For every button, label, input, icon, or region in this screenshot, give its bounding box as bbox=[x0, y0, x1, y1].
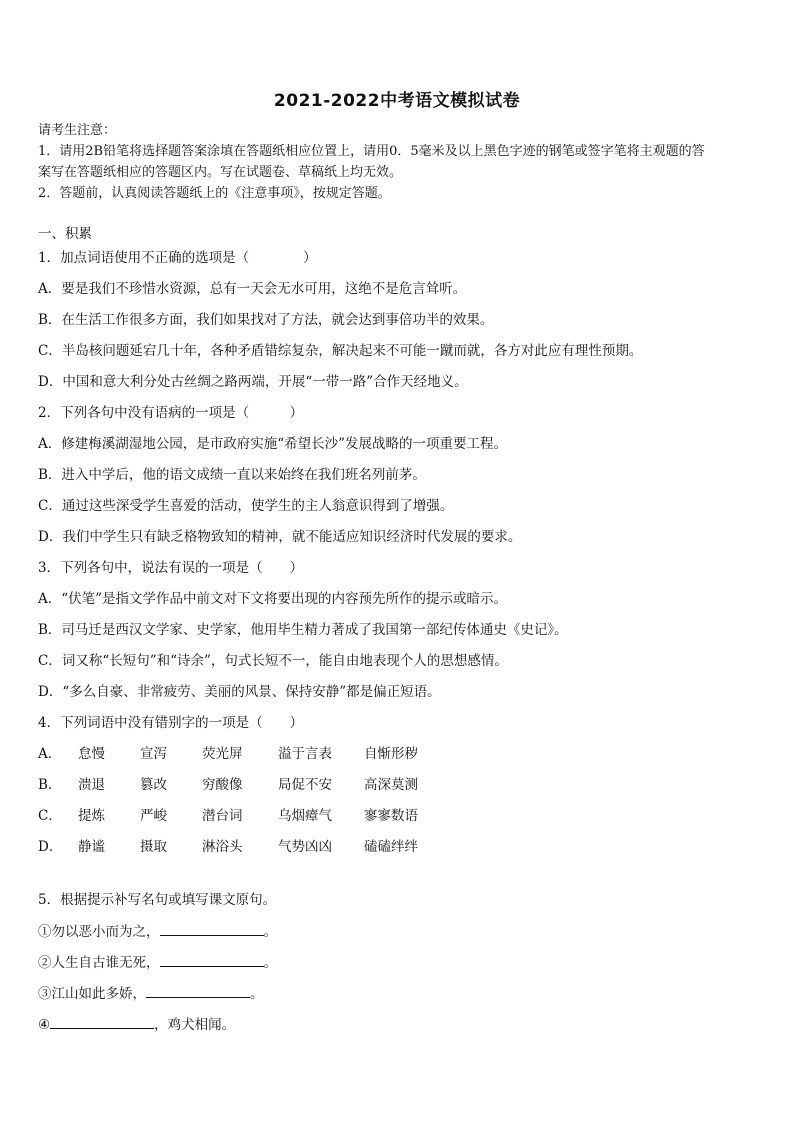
answer-blank[interactable] bbox=[160, 952, 264, 967]
page-title: 2021-2022中考语文模拟试卷 bbox=[273, 91, 521, 111]
q5-item-1 bbox=[38, 921, 760, 952]
item-prefix: ④ bbox=[38, 1017, 51, 1033]
item-prefix: ②人生自古谁无死， bbox=[38, 955, 160, 971]
q1-option-b: B．在生活工作很多方面，我们如果找对了方法，就会达到事倍功半的效果。 bbox=[38, 312, 494, 328]
spacer bbox=[38, 868, 760, 890]
item-prefix: ①勿以恶小而为之， bbox=[38, 924, 160, 940]
q2-option-d: D．我们中学生只有缺乏格物致知的精神，就不能适应知识经济时代发展的要求。 bbox=[38, 529, 522, 545]
word: 乌烟瘴气 bbox=[278, 808, 332, 824]
option-label: A． bbox=[38, 746, 62, 762]
q2-option-a: A．修建梅溪湖湿地公园，是市政府实施“希望长沙”发展战略的一项重要工程。 bbox=[38, 436, 508, 452]
option-label: B． bbox=[38, 777, 62, 793]
word: 磕磕绊绊 bbox=[364, 839, 418, 855]
word: 溢于言表 bbox=[278, 746, 332, 762]
notice-line-1: 1．请用2B铅笔将选择题答案涂填在答题纸相应位置上，请用0．5毫米及以上黑色字迹的钢笔或签字笔将主观题的答 bbox=[38, 144, 705, 159]
q5-item-3 bbox=[38, 983, 760, 1014]
word: 自惭形秽 bbox=[364, 746, 418, 762]
word: 严峻 bbox=[140, 808, 167, 824]
q4-option-d bbox=[38, 837, 760, 868]
word: 怠慢 bbox=[78, 746, 105, 762]
word: 寥寥数语 bbox=[364, 808, 418, 824]
q3-stem: 3．下列各句中，说法有误的一项是（ ） bbox=[38, 560, 304, 576]
q5-item-2 bbox=[38, 952, 760, 983]
q4-stem: 4．下列词语中没有错别字的一项是（ ） bbox=[38, 715, 304, 731]
q4-option-c bbox=[38, 806, 760, 837]
q3-option-b: B．司马迁是西汉文学家、史学家，他用毕生精力著成了我国第一部纪传体通史《史记》。 bbox=[38, 622, 568, 638]
word: 静谧 bbox=[78, 839, 105, 855]
word: 提炼 bbox=[78, 808, 105, 824]
word: 穷酸像 bbox=[202, 777, 243, 793]
q2-option-b: B．进入中学后，他的语文成绩一直以来始终在我们班名列前茅。 bbox=[38, 467, 426, 483]
q3-option-d: D．“多么自豪、非常疲劳、美丽的风景、保持安静”都是偏正短语。 bbox=[38, 684, 441, 700]
q4-option-b bbox=[38, 775, 760, 806]
item-suffix: 。 bbox=[263, 924, 277, 940]
notice-block bbox=[38, 120, 760, 204]
q4-option-a bbox=[38, 744, 760, 775]
item-suffix: 。 bbox=[250, 986, 264, 1002]
word: 潜台词 bbox=[202, 808, 243, 824]
q1-option-a: A．要是我们不珍惜水资源，总有一天会无水可用，这绝不是危言耸听。 bbox=[38, 281, 467, 297]
q3-option-a: A．“伏笔”是指文学作品中前文对下文将要出现的内容预先所作的提示或暗示。 bbox=[38, 591, 508, 607]
answer-blank[interactable] bbox=[146, 983, 250, 998]
item-suffix: 。 bbox=[263, 955, 277, 971]
q1-option-c: C．半岛核问题延宕几十年，各种矛盾错综复杂，解决起来不可能一蹴而就，各方对此应有理性预期。 bbox=[38, 343, 643, 359]
q1-option-d: D．中国和意大利分处古丝绸之路两端，开展“一带一路”合作天经地义。 bbox=[38, 374, 468, 390]
q5-item-4 bbox=[38, 1014, 760, 1045]
q5-stem: 5．根据提示补写名句或填写课文原句。 bbox=[38, 892, 277, 908]
item-suffix: ，鸡犬相闻。 bbox=[154, 1017, 236, 1033]
q3-option-c: C．词又称“长短句”和“诗余”，句式长短不一，能自由地表现个人的思想感情。 bbox=[38, 653, 508, 669]
word: 篡改 bbox=[140, 777, 167, 793]
q2-option-c: C．通过这些深受学生喜爱的活动，使学生的主人翁意识得到了增强。 bbox=[38, 498, 454, 514]
word: 溃退 bbox=[78, 777, 105, 793]
notice-heading: 请考生注意： bbox=[38, 123, 117, 138]
q1-stem: 1．加点词语使用不正确的选项是（ ） bbox=[38, 250, 317, 266]
answer-blank[interactable] bbox=[160, 921, 264, 936]
notice-line-2: 案写在答题纸相应的答题区内。写在试题卷、草稿纸上均无效。 bbox=[38, 165, 403, 180]
option-label: C． bbox=[38, 808, 62, 824]
word: 高深莫测 bbox=[364, 777, 418, 793]
item-prefix: ③江山如此多娇， bbox=[38, 986, 146, 1002]
word: 局促不安 bbox=[278, 777, 332, 793]
word: 宣泻 bbox=[140, 746, 167, 762]
word: 气势凶凶 bbox=[278, 839, 332, 855]
notice-line-3: 2．答题前，认真阅读答题纸上的《注意事项》，按规定答题。 bbox=[38, 186, 391, 201]
answer-blank[interactable] bbox=[50, 1014, 154, 1029]
questions bbox=[38, 248, 760, 1045]
section-heading: 一、积累 bbox=[38, 226, 92, 242]
q2-stem: 2．下列各句中没有语病的一项是（ ） bbox=[38, 405, 304, 421]
word: 摄取 bbox=[140, 839, 167, 855]
option-label: D． bbox=[38, 839, 63, 855]
word: 荧光屏 bbox=[202, 746, 243, 762]
word: 淋浴头 bbox=[202, 839, 243, 855]
